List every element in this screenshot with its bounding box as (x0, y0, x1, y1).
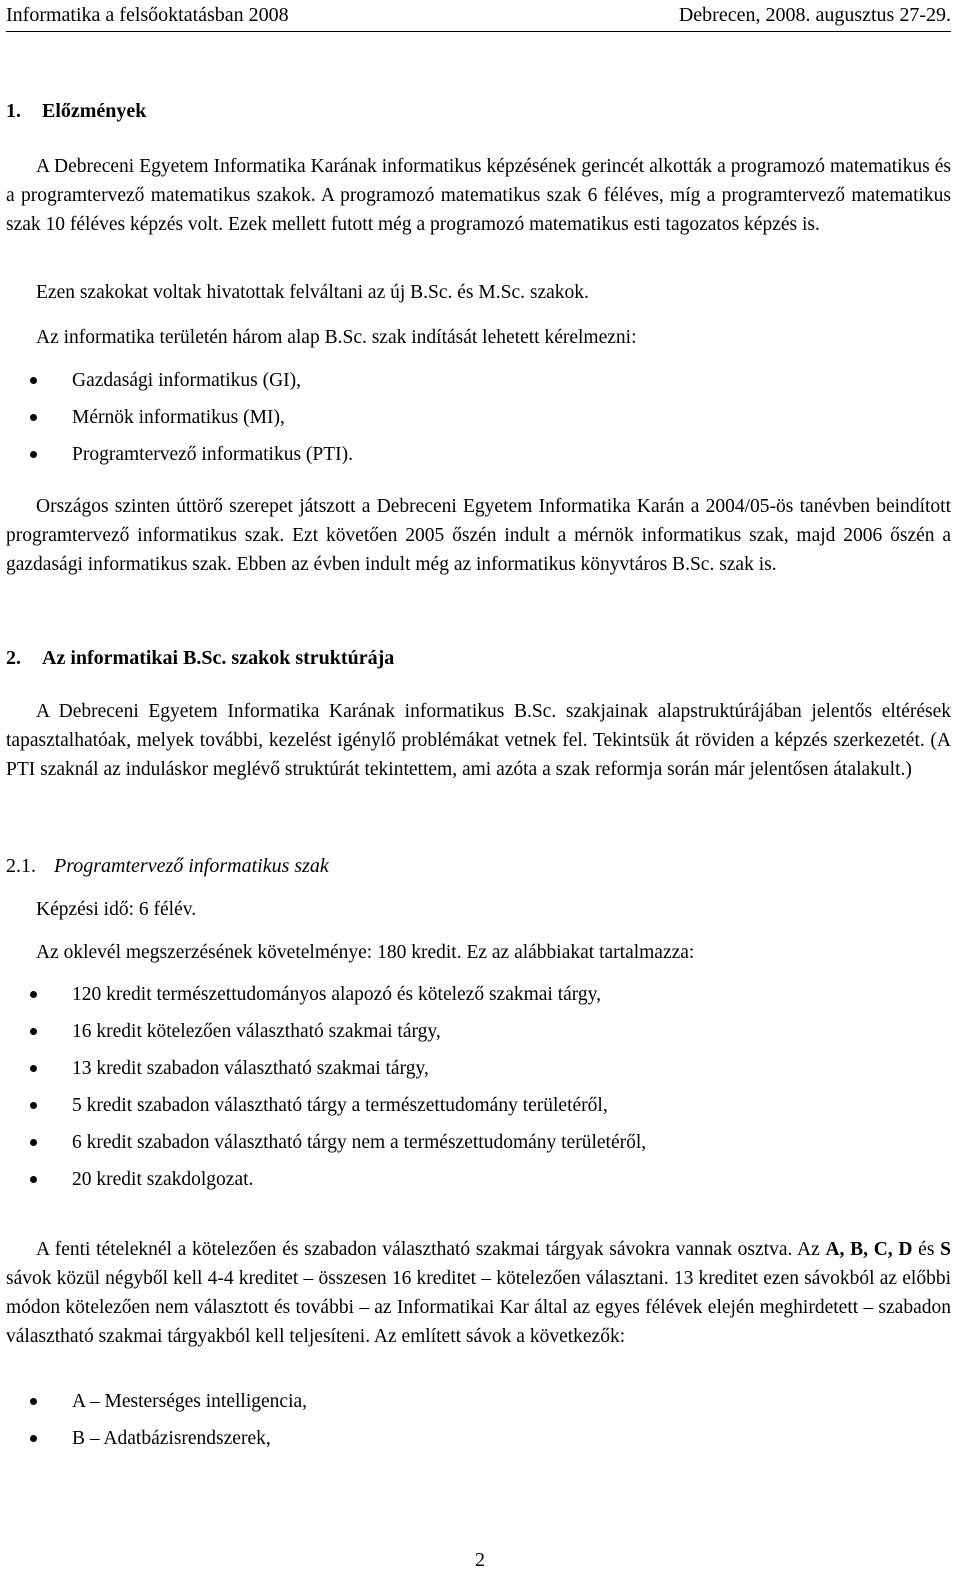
bullet-icon (30, 1398, 37, 1405)
section-1-title: Előzmények (42, 100, 147, 122)
list-item: Gazdasági informatikus (GI), (0, 366, 960, 403)
bullet-icon (30, 1139, 37, 1146)
section-2-1-title: Programtervező informatikus szak (54, 855, 329, 877)
section-2-1-line-2: Az oklevél megszerzésének követelménye: 180 kredit. Ez az alábbiakat tartalmazza: (36, 942, 695, 963)
header-date: Debrecen, 2008. augusztus 27-29. (678, 4, 951, 26)
section-2-1-heading (6, 852, 329, 881)
list-item: 16 kredit kötelezően választható szakmai tárgy, (0, 1017, 960, 1054)
list-item: Programtervező informatikus (PTI). (0, 440, 960, 477)
list-item: 13 kredit szabadon választható szakmai tárgy, (0, 1054, 960, 1091)
header-conference: Informatika a felsőoktatásban 2008 (6, 4, 289, 26)
page-number: 2 (475, 1549, 485, 1571)
list-item: 5 kredit szabadon választható tárgy a természettudomány területéről, (0, 1091, 960, 1128)
bullet-icon (30, 1435, 37, 1442)
section-1-paragraph-4: Országos szinten úttörő szerepet játszott a Debreceni Egyetem Informatika Karán a 2004/05-ös tanévben beindított programtervező informatikus szak. Ezt követően 2005 őszén indult a mérnök informatikus szak, majd 2006 őszén a gazdasági informatikus szak. Ebben az évben indult még az informatikus könyvtáros B.Sc. szak is. (6, 496, 951, 575)
section-1-line-3: Az informatika területén három alap B.Sc. szak indítását lehetett kérelmezni: (36, 327, 637, 348)
bullet-icon (30, 1028, 37, 1035)
section-1-number: 1. (6, 100, 21, 122)
list-item: A – Mesterséges intelligencia, (0, 1387, 960, 1424)
list-item: 20 kredit szakdolgozat. (0, 1165, 960, 1202)
section-1-heading (6, 97, 146, 126)
bullet-icon (30, 1176, 37, 1183)
list-item: B – Adatbázisrendszerek, (0, 1424, 960, 1461)
section-1-line-2: Ezen szakokat voltak hivatottak felváltani az új B.Sc. és M.Sc. szakok. (36, 282, 589, 303)
tracks-list (0, 1387, 960, 1461)
section-2-1-paragraph-3: A fenti tételeknél a kötelezően és szabadon választható szakmai tárgyak sávokra vannak osztva. Az A, B, C, D és S sávok közül négyből kell 4-4 kreditet – összesen 16 kreditet – kötelezően választani. 13 kreditet ezen sávokból az előbbi módon kötelezően nem választott és további – az Informatikai Kar által az egyes félévek elején meghirdetett – szabadon választható szakmai tárgyakból kell teljesíteni. Az említett sávok a következők: (6, 1239, 951, 1347)
section-2-number: 2. (6, 647, 21, 669)
credits-list (0, 980, 960, 1202)
bullet-icon (30, 1102, 37, 1109)
list-item: 120 kredit természettudományos alapozó és kötelező szakmai tárgy, (0, 980, 960, 1017)
bullet-icon (30, 414, 37, 421)
bullet-icon (30, 991, 37, 998)
bullet-icon (30, 451, 37, 458)
section-1-programs-list (0, 366, 960, 477)
bullet-icon (30, 1065, 37, 1072)
section-2-heading (6, 644, 394, 673)
section-2-paragraph-1: A Debreceni Egyetem Informatika Karának informatikus B.Sc. szakjainak alapstruktúrájában jelentős eltérések tapasztalhatóak, melyek további, kezelést igénylő problémákat vetnek fel. Tekintsük át röviden a képzés szerkezetét. (A PTI szaknál az induláskor meglévő struktúrát tekintettem, ami azóta a szak reformja során már jelentősen átalakult.) (6, 701, 951, 780)
section-1-paragraph-1: A Debreceni Egyetem Informatika Karának informatikus képzésének gerincét alkották a programozó matematikus és a programtervező matematikus szakok. A programozó matematikus szak 6 féléves, míg a programtervező matematikus szak 10 féléves képzés volt. Ezek mellett futott még a programozó matematikus esti tagozatos képzés is. (6, 156, 951, 235)
bullet-icon (30, 377, 37, 384)
section-2-1-line-1: Képzési idő: 6 félév. (36, 899, 197, 920)
running-header (6, 0, 951, 32)
list-item: 6 kredit szabadon választható tárgy nem a természettudomány területéről, (0, 1128, 960, 1165)
section-2-1-number: 2.1. (6, 855, 36, 877)
list-item: Mérnök informatikus (MI), (0, 403, 960, 440)
section-2-title: Az informatikai B.Sc. szakok struktúrája (42, 647, 395, 669)
